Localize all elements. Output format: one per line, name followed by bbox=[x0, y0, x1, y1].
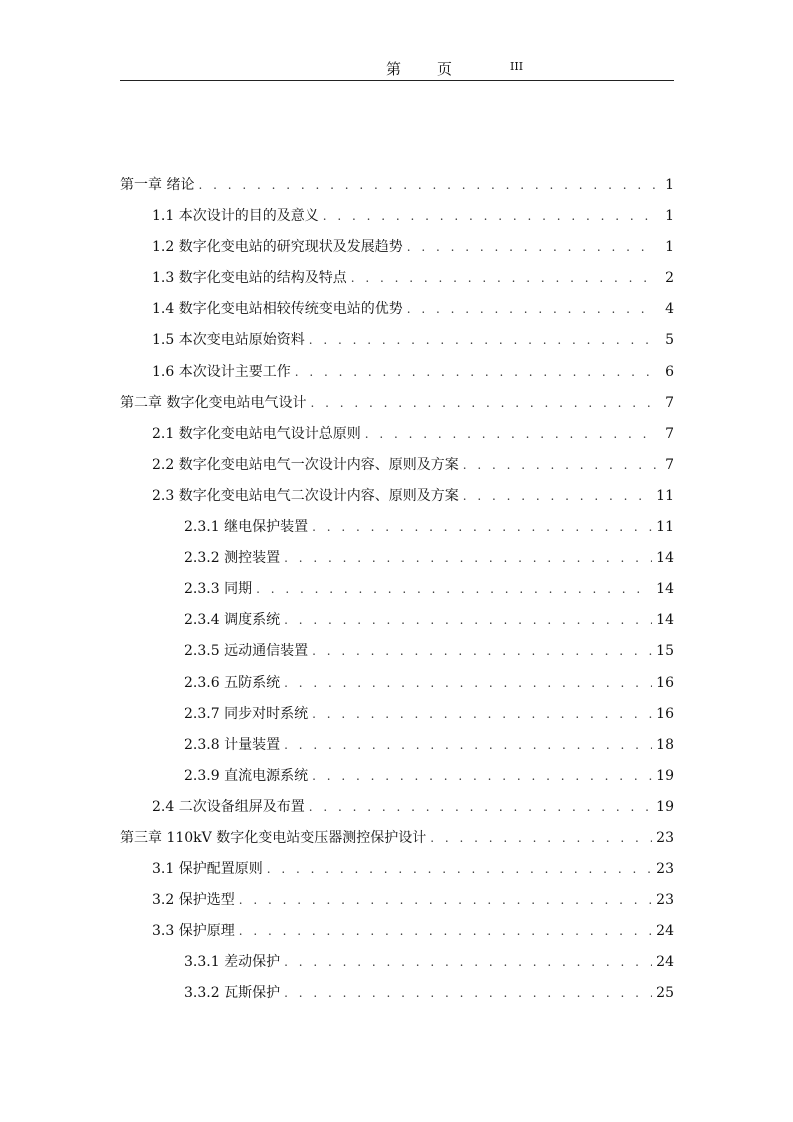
toc-entry-title: 2.3.9 直流电源系统 bbox=[184, 767, 309, 784]
toc-entry[interactable] bbox=[120, 792, 674, 823]
toc-entry-page: 23 bbox=[656, 829, 674, 846]
toc-entry-title: 第一章 绪论 bbox=[120, 177, 195, 193]
toc-entry-title: 3.3 保护原理 bbox=[152, 923, 235, 940]
toc-entry[interactable] bbox=[120, 636, 674, 667]
toc-entry[interactable] bbox=[120, 481, 674, 512]
toc-entry-page: 19 bbox=[656, 767, 674, 784]
toc-entry-title: 2.1 数字化变电站电气设计总原则 bbox=[152, 425, 361, 442]
toc-entry[interactable] bbox=[120, 761, 674, 792]
toc-dot-leader bbox=[310, 388, 656, 419]
toc-entry[interactable] bbox=[120, 730, 674, 761]
toc-entry-title: 2.2 数字化变电站电气一次设计内容、原则及方案 bbox=[152, 456, 459, 473]
toc-entry-title: 3.1 保护配置原则 bbox=[152, 861, 263, 878]
toc-dot-leader bbox=[463, 481, 652, 512]
toc-dot-leader bbox=[309, 325, 656, 356]
toc-entry-title: 2.3.2 测控装置 bbox=[184, 550, 281, 567]
toc-dot-leader bbox=[198, 170, 656, 201]
toc-entry-page: 14 bbox=[656, 550, 674, 567]
toc-entry-title: 2.3.3 同期 bbox=[184, 581, 253, 598]
toc-entry-page: 6 bbox=[665, 363, 674, 380]
toc-entry-title: 2.4 二次设备组屏及布置 bbox=[152, 798, 305, 815]
toc-entry-page: 23 bbox=[656, 861, 674, 878]
toc-entry[interactable] bbox=[120, 699, 674, 730]
toc-entry[interactable] bbox=[120, 854, 674, 885]
toc-entry-page: 11 bbox=[656, 519, 674, 536]
toc-dot-leader bbox=[312, 512, 652, 543]
toc-dot-leader bbox=[239, 885, 652, 916]
toc-entry-title: 3.2 保护选型 bbox=[152, 892, 235, 909]
toc-entry-page: 15 bbox=[656, 643, 674, 660]
toc-entry[interactable] bbox=[120, 419, 674, 450]
toc-dot-leader bbox=[267, 854, 652, 885]
page-header bbox=[120, 58, 674, 81]
toc-entry[interactable] bbox=[120, 263, 674, 294]
toc-dot-leader bbox=[351, 263, 656, 294]
toc-dot-leader bbox=[365, 419, 656, 450]
toc-dot-leader bbox=[284, 978, 652, 1009]
toc-entry[interactable] bbox=[120, 916, 674, 947]
toc-entry-page: 23 bbox=[656, 892, 674, 909]
toc-dot-leader bbox=[323, 201, 656, 232]
toc-dot-leader bbox=[407, 294, 656, 325]
toc-entry-page: 4 bbox=[665, 301, 674, 318]
toc-entry[interactable] bbox=[120, 605, 674, 636]
toc-dot-leader bbox=[284, 668, 652, 699]
toc-entry[interactable] bbox=[120, 512, 674, 543]
toc-entry[interactable] bbox=[120, 823, 674, 854]
toc-dot-leader bbox=[463, 450, 656, 481]
toc-entry[interactable] bbox=[120, 574, 674, 605]
toc-entry[interactable] bbox=[120, 325, 674, 356]
toc-entry-page: 16 bbox=[656, 705, 674, 722]
toc-entry-title: 1.6 本次设计主要工作 bbox=[152, 363, 291, 380]
toc-entry-page: 24 bbox=[656, 954, 674, 971]
toc-entry-title: 第三章 110kV 数字化变电站变压器测控保护设计 bbox=[120, 829, 427, 846]
toc-entry-title: 2.3.5 远动通信装置 bbox=[184, 643, 309, 660]
toc-dot-leader bbox=[284, 730, 652, 761]
toc-dot-leader bbox=[312, 699, 652, 730]
toc-entry-page: 2 bbox=[665, 270, 674, 287]
toc-entry[interactable] bbox=[120, 357, 674, 388]
toc-entry-page: 14 bbox=[656, 612, 674, 629]
toc-dot-leader bbox=[312, 636, 652, 667]
toc-entry-title: 1.2 数字化变电站的研究现状及发展趋势 bbox=[152, 239, 403, 256]
toc-dot-leader bbox=[284, 605, 652, 636]
toc-entry-title: 2.3.6 五防系统 bbox=[184, 674, 281, 691]
toc-entry[interactable] bbox=[120, 947, 674, 978]
toc-entry-page: 25 bbox=[656, 985, 674, 1002]
toc-entry-page: 1 bbox=[665, 177, 674, 193]
toc-entry[interactable] bbox=[120, 388, 674, 419]
toc-entry-title: 2.3.4 调度系统 bbox=[184, 612, 281, 629]
toc-entry-page: 5 bbox=[665, 332, 674, 349]
toc-dot-leader bbox=[407, 232, 656, 263]
toc-entry-page: 16 bbox=[656, 674, 674, 691]
toc-entry[interactable] bbox=[120, 294, 674, 325]
toc-entry-page: 1 bbox=[665, 208, 674, 225]
toc-dot-leader bbox=[284, 543, 652, 574]
toc-entry[interactable] bbox=[120, 885, 674, 916]
toc-entry-page: 7 bbox=[665, 425, 674, 442]
toc-entry-page: 19 bbox=[656, 798, 674, 815]
toc-dot-leader bbox=[256, 574, 652, 605]
table-of-contents bbox=[120, 170, 674, 1010]
toc-entry-page: 7 bbox=[665, 394, 674, 411]
toc-entry[interactable] bbox=[120, 978, 674, 1009]
toc-entry-title: 2.3.1 继电保护装置 bbox=[184, 519, 309, 536]
toc-entry-page: 24 bbox=[656, 923, 674, 940]
toc-dot-leader bbox=[284, 947, 652, 978]
header-label: 第 页 bbox=[386, 60, 455, 78]
toc-entry-title: 1.4 数字化变电站相较传统变电站的优势 bbox=[152, 301, 403, 318]
toc-entry-title: 2.3.8 计量装置 bbox=[184, 736, 281, 753]
toc-entry-page: 14 bbox=[656, 581, 674, 598]
toc-entry-title: 3.3.1 差动保护 bbox=[184, 954, 281, 971]
toc-entry[interactable] bbox=[120, 543, 674, 574]
toc-entry-page: 18 bbox=[656, 736, 674, 753]
toc-entry[interactable] bbox=[120, 450, 674, 481]
toc-dot-leader bbox=[295, 357, 656, 388]
toc-entry-title: 1.3 数字化变电站的结构及特点 bbox=[152, 270, 347, 287]
toc-entry[interactable] bbox=[120, 668, 674, 699]
toc-entry-title: 3.3.2 瓦斯保护 bbox=[184, 985, 281, 1002]
toc-dot-leader bbox=[309, 792, 652, 823]
header-page-number: III bbox=[510, 60, 524, 73]
toc-dot-leader bbox=[239, 916, 652, 947]
toc-entry-title: 1.5 本次变电站原始资料 bbox=[152, 332, 305, 349]
toc-entry-title: 2.3.7 同步对时系统 bbox=[184, 705, 309, 722]
toc-entry-page: 7 bbox=[665, 456, 674, 473]
toc-entry-page: 11 bbox=[656, 487, 674, 504]
toc-entry-page: 1 bbox=[665, 239, 674, 256]
toc-dot-leader bbox=[312, 761, 652, 792]
toc-entry[interactable] bbox=[120, 232, 674, 263]
toc-entry[interactable] bbox=[120, 170, 674, 201]
toc-entry[interactable] bbox=[120, 201, 674, 232]
toc-dot-leader bbox=[430, 823, 652, 854]
toc-entry-title: 2.3 数字化变电站电气二次设计内容、原则及方案 bbox=[152, 487, 459, 504]
toc-entry-title: 1.1 本次设计的目的及意义 bbox=[152, 208, 319, 225]
toc-entry-title: 第二章 数字化变电站电气设计 bbox=[120, 394, 307, 411]
